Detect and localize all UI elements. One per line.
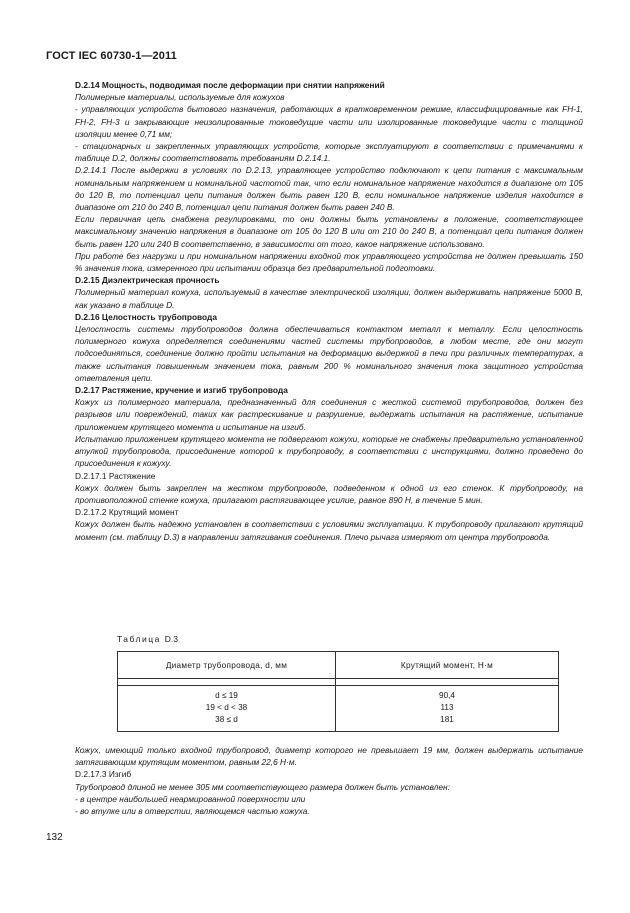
table-cell-value: 38 ≤ d — [215, 715, 238, 724]
list-item: - во втулке или в отверстии, являющемся частью кожуха. — [75, 806, 310, 817]
table-caption-prefix: Таблица — [117, 634, 161, 644]
section-heading: D.2.14 Мощность, подводимая после деформации при снятии напряжений — [75, 80, 385, 90]
table-cell-value: 113 — [440, 703, 454, 712]
section-heading: D.2.17 Растяжение, кручение и изгиб трубопровода — [75, 385, 288, 396]
main-text — [75, 79, 583, 543]
paragraph: Испытанию приложением крутящего момента не подвергают кожухи, которые не снабжены предварительно установленной втулкой трубопровода, присоединение которой к трубопроводу, в соответствии с инструкциями, должно проведено до присоединения к кожуху. — [75, 433, 583, 469]
paragraph: Если первичная цепь снабжена регулировками, то они должны быть установлены в положение, соответствующее максимальному значению напряжения в диапазоне от 105 до 120 В или от 210 до 240 В, а потенциал цепи питания должен быть равен 120 или 240 В соответственно, в зависимости от того, какое напряжение использовано. — [75, 214, 583, 249]
document-header: ГОСТ IEC 60730-1—2011 — [46, 50, 177, 62]
paragraph: При работе без нагрузки и при номинальном напряжении входной ток управляющего устройства не должен превышать 150 % значения тока, измеренного при испытании образца без предварительной подготовки. — [75, 250, 583, 274]
table-cell-value: 90,4 — [439, 691, 455, 700]
list-item: - стационарных и закрепленных управляющих устройств, которые эксплуатируют в соответствии с примечаниями к таблице D.2, должны соответствовать требованиям D.2.14.1. — [75, 141, 583, 164]
table-header-diameter: Диаметр трубопровода, d, мм — [118, 652, 336, 679]
list-item: - управляющих устройств бытового назначения, работающих в кратковременном режиме, классифицированные как FH-1, FH-2, FH-3 и закрывающие неизолированные токоведущие части или изолированные токоведущие части с толщиной изоляции менее 0,71 мм; — [75, 104, 583, 139]
paragraph: Целостность системы трубопроводов должна обеспечиваться контактом металл к металлу. Если целостность полимерного кожуха определяется соединениями частей системы трубопроводов, в любом месте, где они могут подсоединяться, соединение должно пройти испытания на деформацию выдержкой в печи при различных температурах, а также испытания повышенным значением тока, равным 200 % номинального значения тока защитного устройства ответвления цепи. — [75, 324, 583, 383]
table-header-gap — [118, 679, 559, 686]
table-caption — [117, 634, 178, 644]
table-gap-cell — [336, 679, 559, 686]
table-cell-value: d ≤ 19 — [215, 691, 238, 700]
subsection-heading: D.2.17.3 Изгиб — [75, 769, 132, 780]
paragraph: Полимерный материал кожуха, используемый в качестве электрической изоляции, должен выдерживать напряжение 5000 В, как указано в таблице D. — [75, 287, 583, 310]
page-number: 132 — [46, 832, 63, 843]
table-cell-value: 181 — [440, 715, 454, 724]
table-body-row — [118, 686, 559, 732]
paragraph: Кожух, имеющий только входной трубопровод, диаметр которого не превышает 19 мм, должен выдержать испытание затягивающим крутящим моментом, равным 22,6 Н·м. — [75, 745, 583, 768]
table-gap-cell — [118, 679, 336, 686]
subsection-heading: D.2.17.1 Растяжение — [75, 470, 156, 481]
section-heading: D.2.16 Целостность трубопровода — [75, 311, 217, 322]
table-diameter-cell — [118, 686, 336, 732]
table-caption-number: D.3 — [164, 634, 178, 644]
torque-table — [117, 651, 559, 732]
table-torque-cell — [336, 686, 559, 732]
list-item: - в центре наибольшей неармированной поверхности или — [75, 793, 306, 804]
paragraph: Кожух должен быть надежно установлен в соответствии с условиями эксплуатации. К трубопроводу прилагают крутящий момент (см. таблицу D.3) в направлении затягивания соединения. Плечо рычага измеряют от центра трубопровода. — [75, 519, 583, 542]
after-table-text — [75, 744, 583, 817]
table-header-row — [118, 652, 559, 679]
paragraph: D.2.14.1 После выдержки в условиях по D.2.13, управляющее устройство подключают к цепи питания с максимальным номинальным напряжением и номинальной частотой так, что если номинальное напряжение находится в диапазоне от 105 до 120 В, то потенциал цепи питания должен быть равен 120 В, если номинальное напряжение изделия находится в диапазоне от 210 до 240 В, потенциал цепи питания должен быть равен 240 В. — [75, 165, 583, 213]
table-header-torque: Крутящий момент, Н·м — [336, 652, 559, 679]
paragraph: Полимерные материалы, используемые для кожухов — [75, 92, 285, 103]
paragraph: Кожух должен быть закреплен на жестком трубопроводе, подведенном к одной из его стенок. К трубопроводу, на противоположной стенке кожуха, прилагают растягивающее усилие, равное 890 Н, в течение 5 мин. — [75, 482, 583, 505]
subsection-heading: D.2.17.2 Крутящий момент — [75, 507, 179, 518]
table-cell-value: 19 < d < 38 — [205, 703, 248, 712]
paragraph: Трубопровод длиной не менее 305 мм соответствующего размера должен быть установлен: — [75, 781, 450, 792]
paragraph: Кожух из полимерного материала, предназначенный для соединения с жесткой системой трубопроводов, должен без разрывов или повреждений, таких как растрескивание и разрушение, выдержать испытания на растяжение, испытание приложением крутящего момента и испытание на изгиб. — [75, 397, 583, 432]
section-heading: D.2.15 Диэлектрическая прочность — [75, 275, 220, 286]
